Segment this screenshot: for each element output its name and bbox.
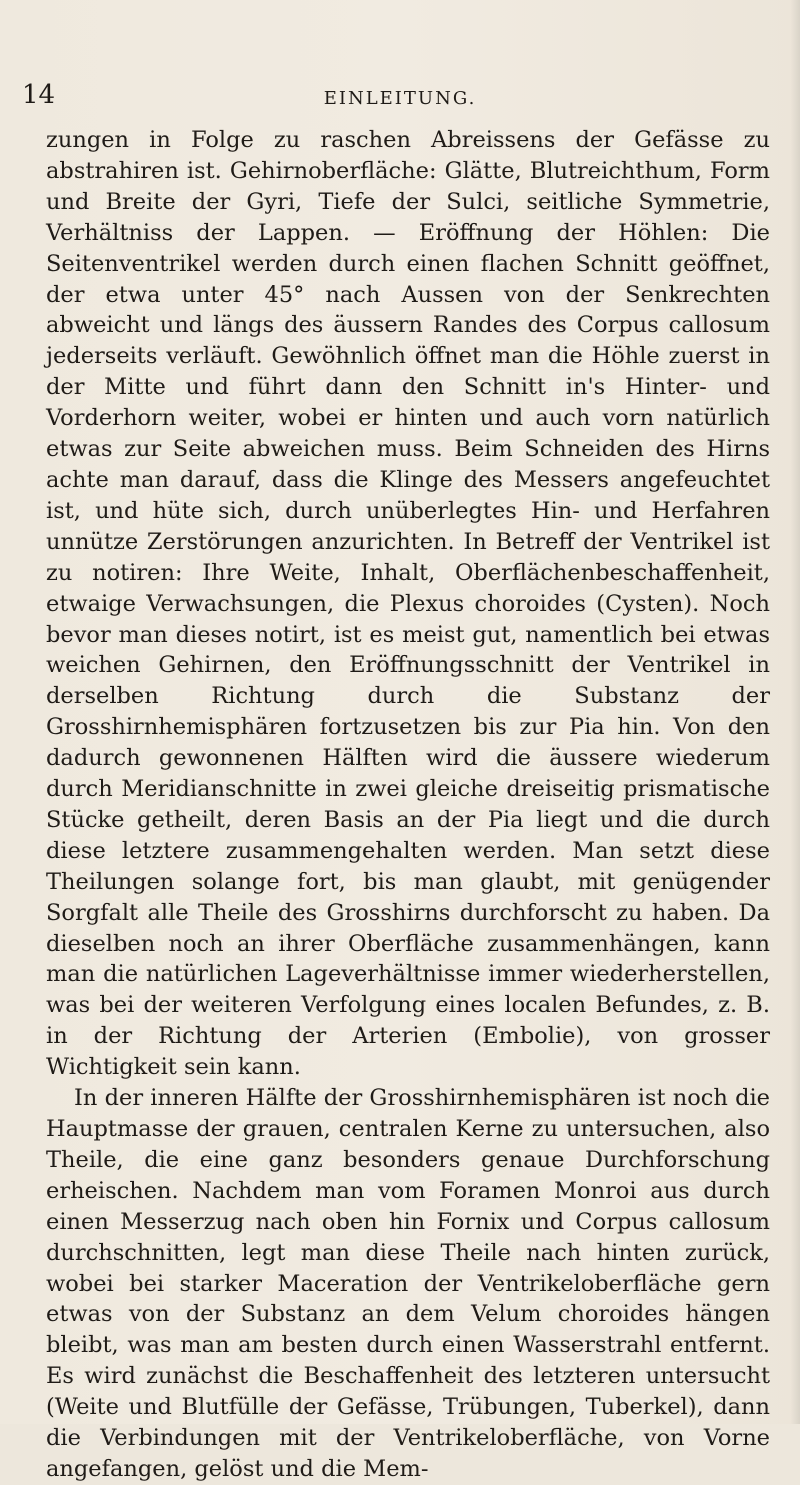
paragraph-2: In der inneren Hälfte der Grosshirnhemisphären ist noch die Hauptmasse der grauen, centralen Kerne zu untersuchen, also Theile, die eine ganz besonders genaue Durchforschung erheischen. Nachdem man vom Foramen Monroi aus durch einen Messerzug nach oben hin Fornix und Corpus callosum durchschnitten, legt man diese Theile nach hinten zurück, wobei bei starker Maceration der Ventrikeloberfläche gern etwas von der Substanz an dem Velum choroides hängen bleibt, was man am besten durch einen Wasserstrahl entfernt. Es wird zunächst die Beschaffenheit des letzteren untersucht (Weite und Blutfülle der Gefässe, Trübungen, Tuberkel), dann die Verbindungen mit der Ventrikeloberfläche, von Vorne angefangen, gelöst und die Mem- bbox=[46, 1085, 770, 1482]
body-text bbox=[46, 125, 770, 1485]
running-head: EINLEITUNG. bbox=[323, 88, 477, 109]
page-number: 14 bbox=[22, 80, 56, 110]
page-edge-shadow bbox=[790, 0, 800, 1424]
paragraph-1: zungen in Folge zu raschen Abreissens der Gefässe zu abstrahiren ist. Gehirnoberfläche: Glätte, Blutreichthum, Form und Breite der Gyri, Tiefe der Sulci, seitliche Symmetrie, Verhältniss der Lappen. — Eröffnung der Höhlen: Die Seitenventrikel werden durch einen flachen Schnitt geöffnet, der etwa unter 45° nach Aussen von der Senkrechten abweicht und längs des äussern Randes des Corpus callosum jederseits verläuft. Gewöhnlich öffnet man die Höhle zuerst in der Mitte und führt dann den Schnitt in's Hinter- und Vorderhorn weiter, wobei er hinten und auch vorn natürlich etwas zur Seite abweichen muss. Beim Schneiden des Hirns achte man darauf, dass die Klinge des Messers angefeuchtet ist, und hüte sich, durch unüberlegtes Hin- und Herfahren unnütze Zerstörungen anzurichten. In Betreff der Ventrikel ist zu notiren: Ihre Weite, Inhalt, Oberflächenbeschaffenheit, etwaige Verwachsungen, die Plexus choroides (Cysten). Noch bevor man dieses notirt, ist es meist gut, namentlich bei etwas weichen Gehirnen, den Eröffnungsschnitt der Ventrikel in derselben Richtung durch die Substanz der Grosshirnhemisphären fortzusetzen bis zur Pia hin. Von den dadurch gewonnenen Hälften wird die äussere wiederum durch Meridianschnitte in zwei gleiche dreiseitig prismatische Stücke getheilt, deren Basis an der Pia liegt und die durch diese letztere zusammengehalten werden. Man setzt diese Theilungen solange fort, bis man glaubt, mit genügender Sorgfalt alle Theile des Grosshirns durchforscht zu haben. Da dieselben noch an ihrer Oberfläche zusammenhängen, kann man die natürlichen Lageverhältnisse immer wiederherstellen, was bei der weiteren Verfolgung eines localen Befundes, z. B. in der Richtung der Arterien (Embolie), von grosser Wichtigkeit sein kann. bbox=[46, 127, 770, 1081]
